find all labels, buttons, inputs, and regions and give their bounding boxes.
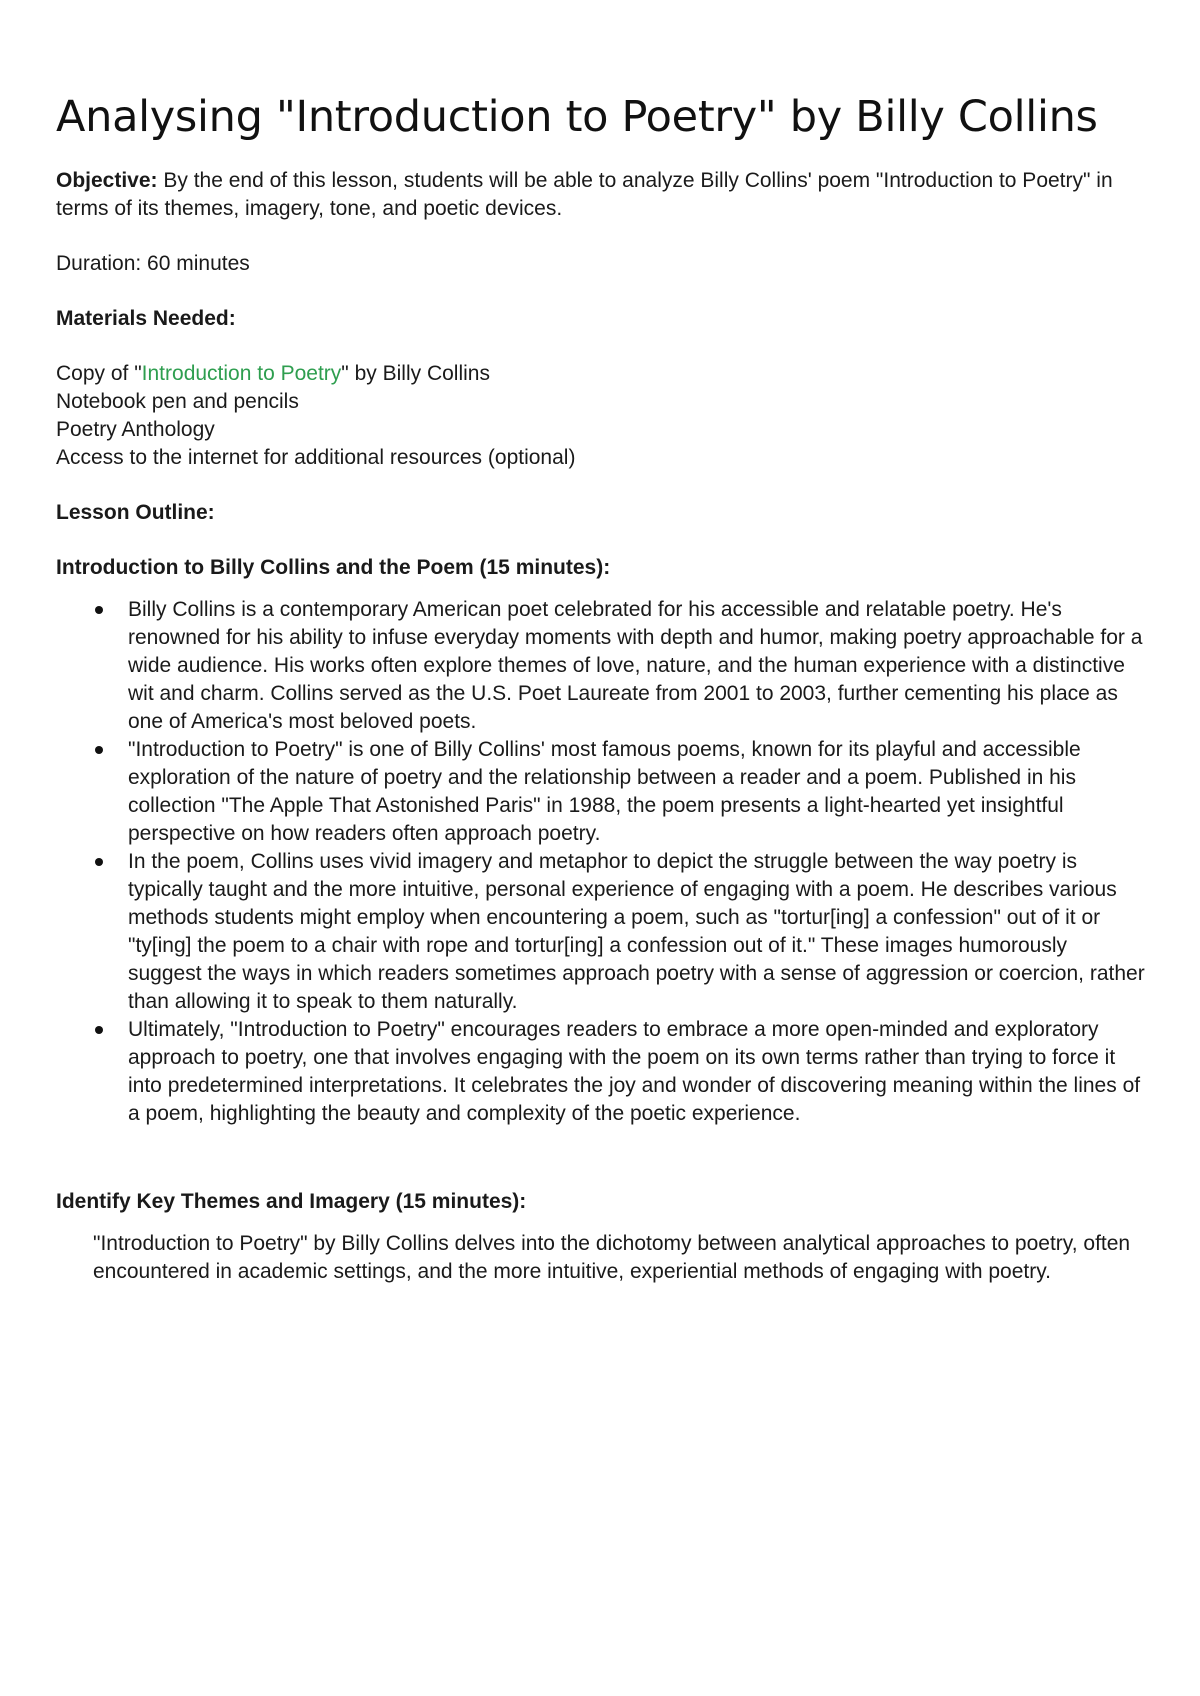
list-item: [128, 596, 1146, 736]
lesson-outline-heading: Lesson Outline:: [56, 501, 215, 524]
list-item-text: In the poem, Collins uses vivid imagery and metaphor to depict the struggle between the way poetry is typically taught and the more intuitive, personal experience of engaging with a poem. He describes various methods students might employ when encountering a poem, such as "tortur[ing] a confession" out of it or "ty[ing] the poem to a chair with rope and tortur[ing] a confession out of it." These images humorously suggest the ways in which readers sometimes approach poetry with a sense of aggression or coercion, rather than allowing it to speak to them naturally.: [128, 850, 1145, 1013]
list-item: [128, 736, 1146, 848]
bullet-icon: [95, 858, 103, 866]
materials-item-suffix: " by Billy Collins: [341, 362, 490, 385]
section-heading-themes: Identify Key Themes and Imagery (15 minutes):: [56, 1190, 527, 1213]
materials-list: [56, 360, 1146, 472]
materials-item-prefix: Copy of ": [56, 362, 142, 385]
materials-heading: Materials Needed:: [56, 307, 236, 330]
introduction-bullet-list: [56, 596, 1146, 1128]
objective-paragraph: [56, 167, 1146, 223]
list-item: [128, 1016, 1146, 1128]
list-item-text: Ultimately, "Introduction to Poetry" encourages readers to embrace a more open-minded and exploratory approach to poetry, one that involves engaging with the poem on its own terms rather than trying to force it into predetermined interpretations. It celebrates the joy and wonder of discovering meaning within the lines of a poem, highlighting the beauty and complexity of the poetic experience.: [128, 1018, 1141, 1125]
materials-item: Notebook pen and pencils: [56, 390, 299, 413]
materials-item: [56, 360, 1146, 388]
duration-text: Duration: 60 minutes: [56, 252, 250, 275]
list-item-text: Billy Collins is a contemporary American poet celebrated for his accessible and relatable poetry. He's renowned for his ability to infuse everyday moments with depth and humor, making poetry approachable for a wide audience. His works often explore themes of love, nature, and the human experience with a distinctive wit and charm. Collins served as the U.S. Poet Laureate from 2001 to 2003, further cementing his place as one of America's most beloved poets.: [128, 598, 1143, 733]
objective-label: Objective:: [56, 169, 158, 192]
section-heading-introduction: Introduction to Billy Collins and the Poem (15 minutes):: [56, 556, 611, 579]
bullet-icon: [95, 1026, 103, 1034]
objective-text: By the end of this lesson, students will be able to analyze Billy Collins' poem "Introduction to Poetry" in terms of its themes, imagery, tone, and poetic devices.: [56, 169, 1113, 220]
list-item-text: "Introduction to Poetry" is one of Billy Collins' most famous poems, known for its playful and accessible exploration of the nature of poetry and the relationship between a reader and a poem. Published in his collection "The Apple That Astonished Paris" in 1988, the poem presents a light-hearted yet insightful perspective on how readers often approach poetry.: [128, 738, 1081, 845]
bullet-icon: [95, 606, 103, 614]
page-title: Analysing "Introduction to Poetry" by Billy Collins: [56, 92, 1098, 142]
materials-item: Access to the internet for additional resources (optional): [56, 446, 576, 469]
document-page: [56, 86, 1146, 1307]
bullet-icon: [95, 746, 103, 754]
list-item: [128, 848, 1146, 1016]
themes-paragraph: "Introduction to Poetry" by Billy Collins delves into the dichotomy between analytical approaches to poetry, often encountered in academic settings, and the more intuitive, experiential methods of engaging with poetry.: [93, 1232, 1131, 1283]
materials-item: Poetry Anthology: [56, 418, 215, 441]
poem-link[interactable]: Introduction to Poetry: [141, 362, 342, 385]
